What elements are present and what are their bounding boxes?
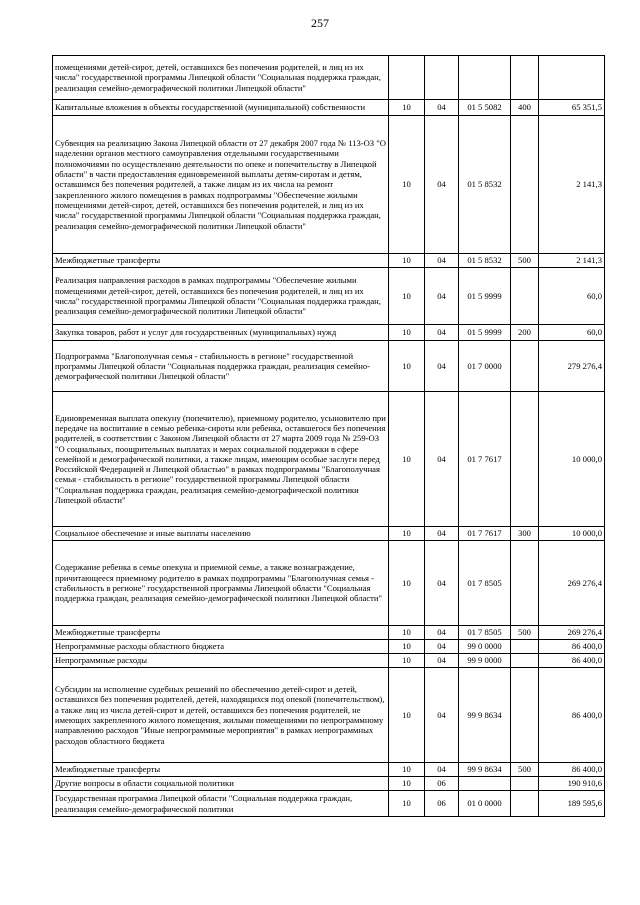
expense-type-code xyxy=(511,654,539,668)
section-code: 10 xyxy=(389,341,425,392)
amount: 60,0 xyxy=(539,325,605,341)
subsection-code xyxy=(425,56,459,100)
budget-table-body xyxy=(53,56,605,817)
amount: 2 141,3 xyxy=(539,116,605,254)
expense-description: Другие вопросы в области социальной политики xyxy=(53,777,389,791)
table-row xyxy=(53,763,605,777)
amount: 279 276,4 xyxy=(539,341,605,392)
target-article-code: 01 7 8505 xyxy=(459,541,511,626)
target-article-code: 99 9 8634 xyxy=(459,668,511,763)
amount: 190 910,6 xyxy=(539,777,605,791)
subsection-code: 04 xyxy=(425,392,459,527)
subsection-code: 04 xyxy=(425,116,459,254)
expense-type-code xyxy=(511,640,539,654)
amount: 269 276,4 xyxy=(539,541,605,626)
subsection-code: 04 xyxy=(425,668,459,763)
target-article-code xyxy=(459,56,511,100)
target-article-code: 01 5 8532 xyxy=(459,116,511,254)
subsection-code: 04 xyxy=(425,654,459,668)
expense-description: помещениями детей-сирот, детей, оставшихся без попечения родителей, и лиц из их числа" государственной программы Липецкой области "Социальная поддержка граждан, реализация семейно-демографической политики Липецкой области" xyxy=(53,56,389,100)
table-row xyxy=(53,654,605,668)
expense-type-code: 500 xyxy=(511,763,539,777)
target-article-code: 01 5 9999 xyxy=(459,325,511,341)
target-article-code: 99 9 0000 xyxy=(459,654,511,668)
subsection-code: 06 xyxy=(425,791,459,817)
expense-description: Содержание ребенка в семье опекуна и приемной семье, а также вознаграждение, причитающееся приемному родителю в рамках подпрограммы "Благополучная семья - стабильность в регионе" государственной программы Липецкой области "Социальная поддержка граждан, реализация семейно-демографической политики Липецкой области" xyxy=(53,541,389,626)
expense-description: Государственная программа Липецкой области "Социальная поддержка граждан, реализация семейно-демографической политики xyxy=(53,791,389,817)
expense-type-code xyxy=(511,56,539,100)
subsection-code: 04 xyxy=(425,527,459,541)
table-row xyxy=(53,325,605,341)
section-code xyxy=(389,56,425,100)
expense-description: Социальное обеспечение и иные выплаты населению xyxy=(53,527,389,541)
table-row xyxy=(53,100,605,116)
section-code: 10 xyxy=(389,791,425,817)
section-code: 10 xyxy=(389,527,425,541)
expense-type-code xyxy=(511,541,539,626)
subsection-code: 04 xyxy=(425,268,459,325)
expense-type-code xyxy=(511,341,539,392)
expense-description: Единовременная выплата опекуну (попечителю), приемному родителю, усыновителю при передаче на воспитание в семью ребенка-сироты или ребенка, оставшегося без попечения родителей, в соответствии с Законом Липецкой области от 27 марта 2009 года № 259-ОЗ "О социальных, поощрительных выплатах и мерах социальной поддержки в сфере семейной и демографической политики, а также лицам, имеющим особые заслуги перед Российской Федерацией и Липецкой областью" в рамках подпрограммы "Благополучная семья - стабильность в регионе" государственной программы Липецкой области "Социальная поддержка граждан, реализация семейно-демографической политики Липецкой области" xyxy=(53,392,389,527)
subsection-code: 04 xyxy=(425,763,459,777)
table-row xyxy=(53,254,605,268)
expense-type-code xyxy=(511,791,539,817)
target-article-code: 01 7 0000 xyxy=(459,341,511,392)
target-article-code: 01 5 9999 xyxy=(459,268,511,325)
subsection-code: 04 xyxy=(425,541,459,626)
table-row xyxy=(53,668,605,763)
section-code: 10 xyxy=(389,640,425,654)
section-code: 10 xyxy=(389,777,425,791)
expense-description: Непрограммные расходы xyxy=(53,654,389,668)
expense-type-code: 400 xyxy=(511,100,539,116)
table-row xyxy=(53,268,605,325)
expense-type-code xyxy=(511,392,539,527)
expense-description: Непрограммные расходы областного бюджета xyxy=(53,640,389,654)
target-article-code: 01 7 7617 xyxy=(459,392,511,527)
table-row xyxy=(53,527,605,541)
table-row xyxy=(53,392,605,527)
amount: 86 400,0 xyxy=(539,640,605,654)
expense-type-code: 500 xyxy=(511,626,539,640)
expense-description: Субвенция на реализацию Закона Липецкой области от 27 декабря 2007 года № 113-ОЗ "О наделении органов местного самоуправления отдельными государственными полномочиями по осуществлению деятельности по опеке и попечительству в Липецкой области" в части предоставления единовременной выплаты детям-сиротам и детям, оставшимся без попечения родителей, а также лицам из их числа на ремонт закрепленного жилого помещения в рамках подпрограммы "Обеспечение жилыми помещениями детей-сирот, детей, оставшихся без попечения родителей, и лиц из их числа" государственной программы Липецкой области "Социальная поддержка граждан, реализация семейно-демографической политики Липецкой области" xyxy=(53,116,389,254)
expense-description: Реализация направления расходов в рамках подпрограммы "Обеспечение жилыми помещениями детей-сирот, детей, оставшихся без попечения родителей, и лиц из их числа" государственной программы Липецкой области "Социальная поддержка граждан, реализация семейно-демографической политики Липецкой области" xyxy=(53,268,389,325)
target-article-code: 01 7 7617 xyxy=(459,527,511,541)
expense-type-code: 200 xyxy=(511,325,539,341)
expense-description: Межбюджетные трансферты xyxy=(53,254,389,268)
subsection-code: 04 xyxy=(425,254,459,268)
table-row xyxy=(53,791,605,817)
section-code: 10 xyxy=(389,100,425,116)
target-article-code: 99 9 8634 xyxy=(459,763,511,777)
subsection-code: 04 xyxy=(425,100,459,116)
expense-type-code xyxy=(511,268,539,325)
target-article-code: 01 5 5082 xyxy=(459,100,511,116)
table-row xyxy=(53,626,605,640)
section-code: 10 xyxy=(389,626,425,640)
expense-type-code xyxy=(511,668,539,763)
table-row xyxy=(53,541,605,626)
section-code: 10 xyxy=(389,668,425,763)
expense-description: Межбюджетные трансферты xyxy=(53,763,389,777)
table-row xyxy=(53,640,605,654)
amount: 86 400,0 xyxy=(539,654,605,668)
amount: 10 000,0 xyxy=(539,527,605,541)
subsection-code: 04 xyxy=(425,325,459,341)
subsection-code: 04 xyxy=(425,341,459,392)
section-code: 10 xyxy=(389,268,425,325)
section-code: 10 xyxy=(389,116,425,254)
section-code: 10 xyxy=(389,325,425,341)
expense-description: Капитальные вложения в объекты государственной (муниципальной) собственности xyxy=(53,100,389,116)
table-row xyxy=(53,341,605,392)
subsection-code: 06 xyxy=(425,777,459,791)
expense-description: Закупка товаров, работ и услуг для государственных (муниципальных) нужд xyxy=(53,325,389,341)
amount: 2 141,3 xyxy=(539,254,605,268)
section-code: 10 xyxy=(389,763,425,777)
budget-table xyxy=(52,55,605,817)
amount xyxy=(539,56,605,100)
expense-type-code xyxy=(511,777,539,791)
table-row xyxy=(53,116,605,254)
target-article-code: 01 5 8532 xyxy=(459,254,511,268)
amount: 60,0 xyxy=(539,268,605,325)
expense-type-code xyxy=(511,116,539,254)
target-article-code: 01 7 8505 xyxy=(459,626,511,640)
table-row xyxy=(53,777,605,791)
expense-type-code: 500 xyxy=(511,254,539,268)
expense-description: Межбюджетные трансферты xyxy=(53,626,389,640)
table-row xyxy=(53,56,605,100)
amount: 189 595,6 xyxy=(539,791,605,817)
page-number: 257 xyxy=(311,16,329,30)
expense-description: Субсидии на исполнение судебных решений по обеспечению детей-сирот и детей, оставшихся без попечения родителей, детей, находящихся под опекой (попечительством), а также лиц из числа детей-сирот и детей, оставшихся без попечения родителей, не имеющих закрепленного жилого помещения, жилыми помещениями по непрограммному направлению расходов "Иные непрограммные мероприятия" в рамках непрограммных расходов областного бюджета xyxy=(53,668,389,763)
amount: 269 276,4 xyxy=(539,626,605,640)
expense-type-code: 300 xyxy=(511,527,539,541)
subsection-code: 04 xyxy=(425,626,459,640)
section-code: 10 xyxy=(389,254,425,268)
section-code: 10 xyxy=(389,541,425,626)
amount: 86 400,0 xyxy=(539,763,605,777)
target-article-code: 99 0 0000 xyxy=(459,640,511,654)
section-code: 10 xyxy=(389,654,425,668)
section-code: 10 xyxy=(389,392,425,527)
target-article-code: 01 0 0000 xyxy=(459,791,511,817)
expense-description: Подпрограмма "Благополучная семья - стабильность в регионе" государственной программы Липецкой области "Социальная поддержка граждан, реализация семейно-демографической политики Липецкой области" xyxy=(53,341,389,392)
amount: 10 000,0 xyxy=(539,392,605,527)
subsection-code: 04 xyxy=(425,640,459,654)
target-article-code xyxy=(459,777,511,791)
amount: 86 400,0 xyxy=(539,668,605,763)
amount: 65 351,5 xyxy=(539,100,605,116)
